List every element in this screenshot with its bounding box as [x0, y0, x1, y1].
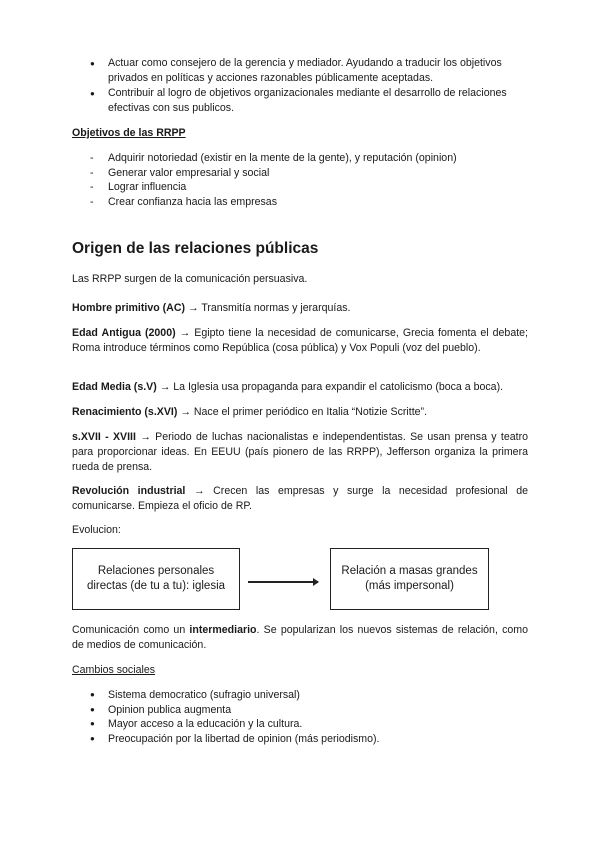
section-heading: Origen de las relaciones públicas — [72, 240, 319, 257]
objetivos-title — [72, 126, 528, 141]
list-item: ● Preocupación por la libertad de opinion (más periodismo). — [90, 732, 528, 747]
era-label: Renacimiento (s.XVI) — [72, 406, 178, 418]
cambios-title — [72, 663, 528, 678]
objetivos-list — [90, 151, 528, 209]
era-label: Hombre primitivo (AC) — [72, 302, 186, 314]
comunicacion-text-after: . Se popularizan los nuevos sistemas de relación, como de medios de comunicación. — [72, 624, 528, 651]
era-paragraph — [72, 430, 528, 475]
era-text: → Egipto tiene la necesidad de comunicarse, Grecia fomenta el debate; Roma introduce términos como República (cosa pública) y Vox Populi (voz del pueblo). — [72, 327, 528, 354]
list-item: ● Contribuir al logro de objetivos organizacionales mediante el desarrollo de relaciones efectivas con sus publicos. — [90, 86, 528, 116]
objetivos-title-text: Objetivos de las RRPP — [72, 127, 186, 139]
era-paragraph — [72, 326, 528, 356]
era-label: Edad Media (s.V) — [72, 381, 157, 393]
list-item: - Adquirir notoriedad (existir en la mente de la gente), y reputación (opinion) — [90, 151, 528, 166]
era-text: → Crecen las empresas y surge la necesidad profesional de comunicarse. Empieza el oficio de RP. — [72, 485, 528, 512]
era-paragraph — [72, 484, 528, 514]
cambios-title-text: Cambios sociales — [72, 664, 156, 676]
era-paragraph — [72, 405, 528, 420]
top-bullet-list — [90, 56, 528, 116]
evolution-box-right-text: Relación a masas grandes (más impersonal) — [341, 565, 478, 592]
list-item: ● Sistema democratico (sufragio universal) — [90, 688, 528, 703]
evolution-box-right — [330, 548, 489, 610]
era-text: → Periodo de luchas nacionalistas e independentistas. Se usan prensa y teatro para proporcionar ideas. En EEUU (país pionero de las RRPP), Jefferson organiza la primera rueda de prensa. — [72, 431, 528, 473]
era-text: → La Iglesia usa propaganda para expandir el catolicismo (boca a boca). — [159, 381, 504, 393]
era-text: → Transmitía normas y jerarquías. — [187, 302, 351, 314]
list-item: - Generar valor empresarial y social — [90, 166, 528, 181]
arrow-right-icon — [248, 581, 318, 583]
list-item: ● Actuar como consejero de la gerencia y mediador. Ayudando a traducir los objetivos privados en políticas y acciones razonables públicamente aceptadas. — [90, 56, 528, 86]
era-label: Revolución industrial — [72, 485, 186, 497]
era-paragraph — [72, 301, 528, 316]
list-item: - Crear confianza hacia las empresas — [90, 195, 528, 210]
list-item: ● Opinion publica augmenta — [90, 703, 528, 718]
era-label: s.XVII - XVIII — [72, 431, 136, 443]
list-item: ● Mayor acceso a la educación y la cultura. — [90, 717, 528, 732]
era-paragraph — [72, 380, 528, 395]
list-item: - Lograr influencia — [90, 180, 528, 195]
evolucion-label: Evolucion: — [72, 524, 121, 536]
evolution-box-left-text: Relaciones personales directas (de tu a tu): iglesia — [86, 565, 226, 592]
cambios-list — [90, 688, 528, 746]
intro-paragraph: Las RRPP surgen de la comunicación persuasiva. — [72, 273, 308, 285]
era-text: → Nace el primer periódico en Italia “Notizie Scritte”. — [180, 406, 428, 418]
comunicacion-bold: intermediario — [189, 624, 257, 636]
comunicacion-text-before: Comunicación como un — [72, 624, 190, 636]
comunicacion-paragraph — [72, 623, 528, 653]
evolution-box-left — [72, 548, 240, 610]
era-label: Edad Antigua (2000) — [72, 327, 176, 339]
